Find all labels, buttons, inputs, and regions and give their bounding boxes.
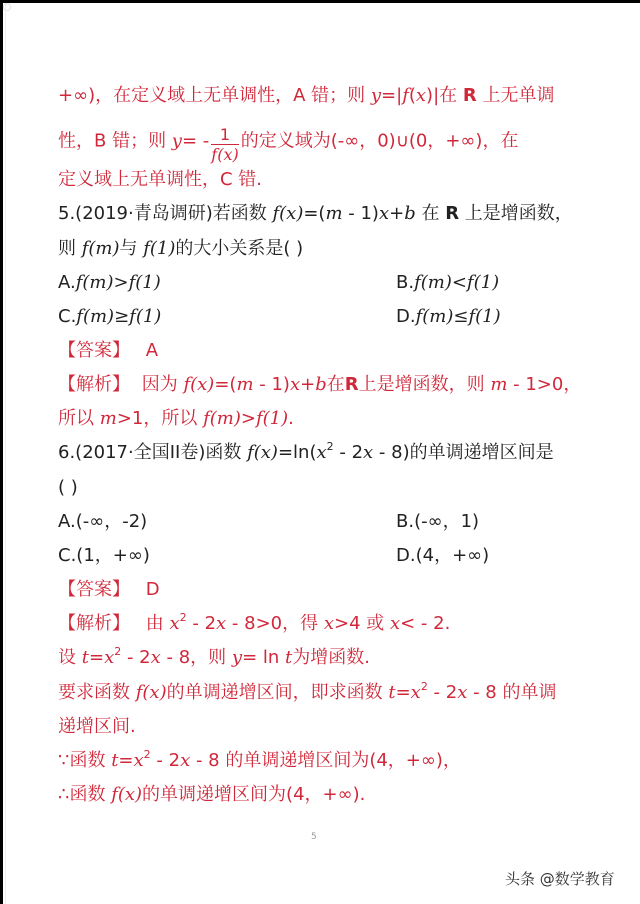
q6-option-d: D.(4，+∞)	[396, 545, 490, 566]
q5-options-row-1	[58, 271, 588, 295]
q6-option-b: B.(-∞，1)	[396, 511, 480, 532]
q5-answer	[58, 339, 158, 363]
q5-analysis-line-1: 【解析】 因为 f(x)=(m - 1)x+b在R上是增函数，则 m - 1>0，	[58, 374, 582, 395]
q5-analysis-line-2: 所以 m>1，所以 f(m)>f(1).	[58, 408, 294, 429]
q6-analysis-line-3: 要求函数 f(x)的单调递增区间，即求函数 $t=x^2 - 2x - 8$ 的单调	[58, 680, 557, 703]
q5-stem-line-1: 5.(2019·青岛调研)若函数 f(x)=(m - 1)x+b 在 R 上是增函数，	[58, 203, 573, 224]
q6-option-c: C.(1，+∞)	[58, 545, 150, 566]
fraction: $\frac{1}{f(x)}$	[211, 125, 239, 164]
q6-options-row-2	[58, 544, 588, 568]
q6-analysis-line-2: 设 $t=x^2 - 2x - 8$，则 y= ln t为增函数.	[58, 645, 370, 668]
q5-option-b: B.f(m)<f(1)	[396, 272, 500, 293]
prev-solution-line-2: 性，B 错；则 y= - $\frac{1}{f(x)}$ 的定义域为(-∞，0)∪(0，+∞)，在	[58, 125, 519, 164]
frame-left-border	[0, 0, 3, 904]
q6-stem-line-1: 6.(2017·全国II卷)函数 $f(x)=\ln(x^2 - 2x - 8)$的单调递增区间是	[58, 440, 554, 463]
q6-analysis-line-5: ∵函数 $t=x^2 - 2x - 8$ 的单调递增区间为(4，+∞)，	[58, 748, 461, 771]
analysis-label: 【解析】	[58, 613, 130, 634]
watermark: 头条 @数学教育	[505, 870, 615, 888]
q6-options-row-1	[58, 510, 588, 534]
q6-stem-line-2: ( )	[58, 477, 78, 498]
answer-label: 【答案】	[58, 340, 130, 361]
q5-option-d: D.f(m)≤f(1)	[396, 306, 501, 327]
frame-inner-line	[5, 3, 6, 904]
analysis-label: 【解析】	[58, 374, 130, 395]
q6-answer	[58, 578, 160, 602]
page-number: 5	[311, 832, 317, 842]
corner-mark-icon	[3, 3, 11, 11]
q5-options-row-2	[58, 305, 588, 329]
q6-analysis-line-6: ∴函数 f(x)的单调递增区间为(4，+∞).	[58, 784, 366, 805]
answer-value: A	[145, 340, 159, 361]
q6-analysis-line-4: 递增区间.	[58, 716, 136, 737]
prev-solution-line-1: +∞)，在定义域上无单调性，A 错；则 y=|f(x)|在 R 上无单调	[58, 85, 555, 106]
answer-value: D	[145, 579, 160, 600]
q6-analysis-line-1: 【解析】 由 $x^2 - 2x - 8>0$，得 x>4 或 x< - 2.	[58, 611, 451, 634]
frame-top-border	[0, 0, 640, 3]
answer-label: 【答案】	[58, 579, 130, 600]
q5-stem-line-2: 则 f(m)与 f(1)的大小关系是( )	[58, 238, 304, 259]
q5-option-c: C.f(m)≥f(1)	[58, 306, 162, 327]
prev-solution-line-3: 定义域上无单调性，C 错.	[58, 169, 263, 190]
q6-option-a: A.(-∞，-2)	[58, 511, 148, 532]
q5-option-a: A.f(m)>f(1)	[58, 272, 161, 293]
